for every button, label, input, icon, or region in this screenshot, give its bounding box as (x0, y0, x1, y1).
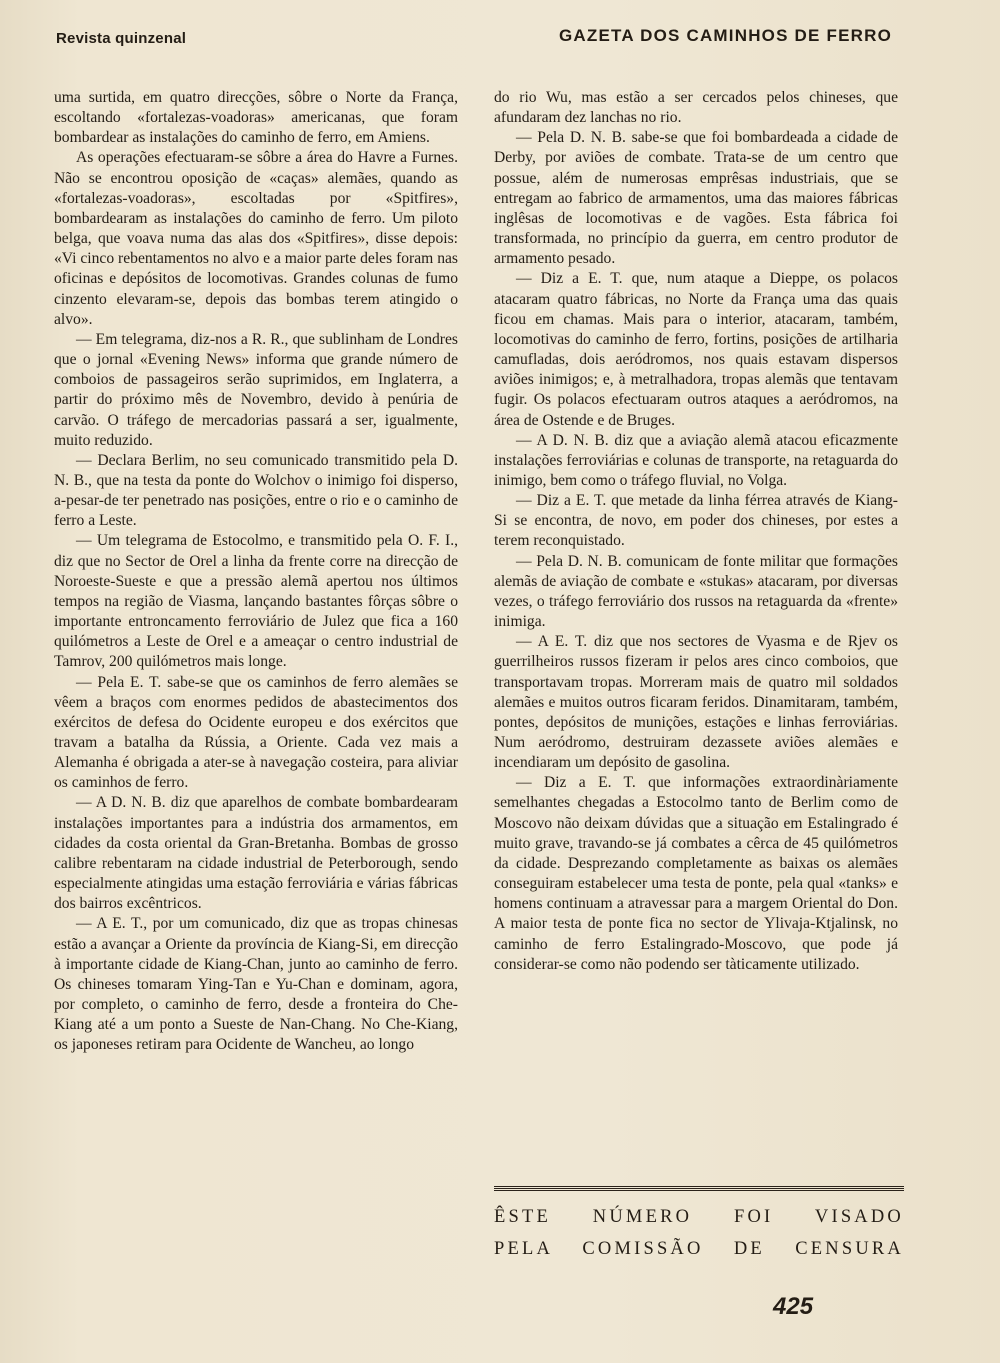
paragraph: — A D. N. B. diz que aparelhos de combate bombardearam instalações importantes para a indústria dos armamentos, em cidades da costa oriental da Gran-Bretanha. Bombas de grosso calibre rebentaram na cidade industrial de Peterborough, sendo especialmente atingidas uma estação ferroviária e várias fábricas dos bairros excêntricos. (54, 794, 458, 913)
paragraph: — A E. T. diz que nos sectores de Vyasma e de Rjev os guerrilheiros russos fizeram ir pelos ares cinco comboios, que transportavam tropas. Morreram mais de quatro mil soldados alemães e muitos outros ficaram feridos. Dinamitaram, também, pontes, depósitos de munições, estações e linhas ferroviárias. Num aeródromo, destruiram dezassete aviões alemães e incendiaram um depósito de gasolina. (494, 633, 898, 772)
left-column (54, 88, 458, 1056)
paragraph: — Diz a E. T. que informações extraordinàriamente semelhantes chegadas a Estocolmo tanto de Berlim como de Moscovo não deixam dúvidas que a situação em Estalingrado é muito grave, travando-se já combates a cêrca de 45 quilómetros da cidade. Desprezando completamente as baixas os alemães conseguiram estabelecer uma testa de ponte, pela qual «tanks» e homens continuam a atravessar para a margem Oriental do Don. A maior testa de ponte fica no sector de Ylivaja-Ktjalinsk, no caminho de ferro Estalingrado-Moscovo, que pode já considerar-se como não podendo ser tàticamente utilizado. (494, 774, 898, 973)
paragraph: — Diz a E. T. que metade da linha férrea através de Kiang-Si se encontra, de novo, em poder dos chineses, por estes a terem reconquistado. (494, 492, 898, 550)
paragraph: — Declara Berlim, no seu comunicado transmitido pela D. N. B., que na testa da ponte do Wolchov o inimigo foi disperso, a-pesar-de ter penetrado nas posições, entre o rio e o caminho de ferro a Leste. (54, 451, 458, 530)
header-right: GAZETA DOS CAMINHOS DE FERRO (559, 26, 892, 45)
censorship-notice-line-2: PELA COMISSÃO DE CENSURA (494, 1239, 904, 1259)
divider-rule (494, 1186, 904, 1191)
paragraph: — A D. N. B. diz que a aviação alemã atacou eficazmente instalações ferroviárias e colunas de transporte, na retaguarda do inimigo, bem como o tráfego fluvial, no Volga. (494, 431, 898, 489)
paragraph: uma surtida, em quatro direcções, sôbre o Norte da França, escoltando «fortalezas-voadoras» americanas, que foram bombardear as instalações do caminho de ferro, em Amiens. (54, 89, 458, 147)
paragraph: — Pela D. N. B. comunicam de fonte militar que formações alemãs de aviação de combate e «stukas» atacaram, por diversas vezes, o tráfego ferroviário dos russos na retaguarda da «frente» inimiga. (494, 552, 898, 631)
paragraph: — Pela D. N. B. sabe-se que foi bombardeada a cidade de Derby, por aviões de combate. Trata-se de um centro que possue, além de numerosas emprêsas industriais, que se entregam ao fabrico de armamentos, uma das maiores fábricas inglêsas de locomotivas e de vagões. Esta fábrica foi transformada, no princípio da guerra, em centro produtor de armamento pesado. (494, 129, 898, 268)
paragraph: — Pela E. T. sabe-se que os caminhos de ferro alemães se vêem a braços com enormes pedidos de abastecimentos dos exércitos de defesa do Ocidente europeu e dos exércitos que travam a batalha da Rússia, a Oriente. Cada vez mais a Alemanha é obrigada a ater-se à navegação costeira, para aliviar os caminhos de ferro. (54, 673, 458, 792)
header-left: Revista quinzenal (56, 30, 187, 47)
paragraph: As operações efectuaram-se sôbre a área do Havre a Furnes. Não se encontrou oposição de «caças» alemães, quando as «fortalezas-voadoras», escoltadas por «Spitfires», bombardearam as instalações do caminho de ferro. Um piloto belga, que voava numa das alas dos «Spitfires», disse depois: «Vi cinco rebentamentos no alvo e a maior parte deles foram nas oficinas e depósitos de locomotivas. Grandes colunas de fumo cinzento elevaram-se, depois das bombas terem atingido o alvo». (54, 149, 458, 328)
censorship-notice-line-1: ÊSTE NÚMERO FOI VISADO (494, 1207, 904, 1227)
paragraph: — Diz a E. T. que, num ataque a Dieppe, os polacos atacaram quatro fábricas, no Norte da França uma das quais ficou em chamas. Mais para o interior, atacaram, também, locomotivas do caminho de ferro, fortins, posições de artilharia camufladas, dois aeródromos, nos quais estavam dispersos aviões inimigos; e, à metralhadora, tropas alemãs que tentavam fugir. Os polacos efectuaram outros ataques a aeródromos, na área de Ostende e de Bruges. (494, 270, 898, 429)
paragraph: do rio Wu, mas estão a ser cercados pelos chineses, que afundaram dez lanchas no rio. (494, 89, 898, 127)
paragraph: — A E. T., por um comunicado, diz que as tropas chinesas estão a avançar a Oriente da província de Kiang-Si, em direcção à importante cidade de Kiang-Chan, junto ao caminho de ferro. Os chineses tomaram Ying-Tan e Yu-Chan e dominam, agora, por completo, o caminho de ferro, desde a fronteira do Che-Kiang até a um ponto a Sueste de Nan-Chang. No Che-Kiang, os japoneses retiram para Ocidente de Wancheu, ao longo (54, 915, 458, 1054)
paragraph: — Um telegrama de Estocolmo, e transmitido pela O. F. I., diz que no Sector de Orel a linha da frente corre na direcção de Noroeste-Sueste e que a pressão alemã apertou nos últimos tempos na região de Viasma, lançando bastantes fôrças sôbre o importante entroncamento ferroviário de Julez que fica a 160 quilómetros a Leste de Orel e a ameaçar o centro industrial de Tamrov, 200 quilómetros mais longe. (54, 532, 458, 671)
paragraph: — Em telegrama, diz-nos a R. R., que sublinham de Londres que o jornal «Evening News» informa que grande número de comboios de passageiros serão suprimidos, em Inglaterra, a partir do próximo mês de Novembro, devido à penúria de carvão. O tráfego de mercadorias passará a ser, igualmente, muito reduzido. (54, 330, 458, 449)
page-number: 425 (773, 1293, 814, 1320)
right-column (494, 88, 898, 975)
